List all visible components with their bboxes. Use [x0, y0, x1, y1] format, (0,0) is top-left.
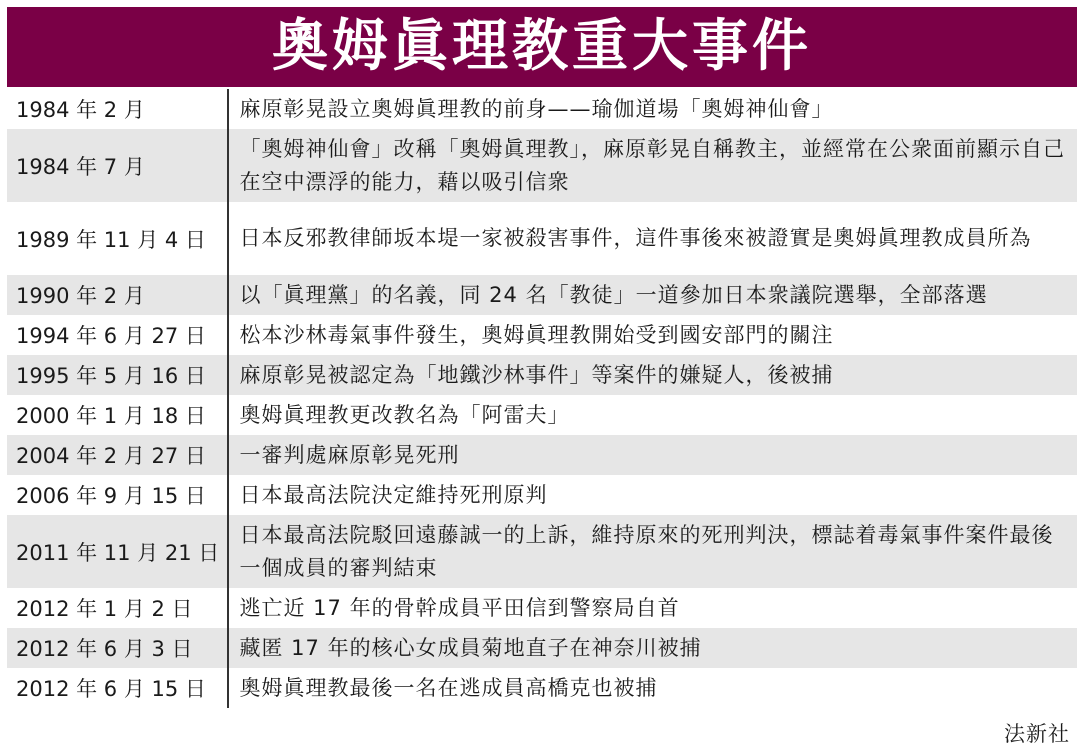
event-description: 以「眞理黨」的名義，同 24 名「教徒」一道參加日本衆議院選舉，全部落選 [239, 282, 988, 307]
table-row [7, 435, 1077, 475]
table-row [7, 395, 1077, 435]
timeline-table [7, 89, 1077, 708]
event-date: 1995 年 5 月 16 日 [16, 364, 206, 388]
event-date: 2011 年 11 月 21 日 [16, 540, 220, 565]
event-date: 1984 年 7 月 [16, 154, 145, 179]
table-row [7, 588, 1077, 628]
event-date: 2004 年 2 月 27 日 [16, 444, 206, 468]
event-description: 麻原彰晃設立奧姆眞理教的前身——瑜伽道場「奧姆神仙會」 [239, 96, 834, 121]
event-description: 日本最高法院駁回遠藤誠一的上訴，維持原來的死刑判決，標誌着毒氣事件案件最後一個成員的審判結束 [239, 522, 1054, 580]
event-description: 逃亡近 17 年的骨幹成員平田信到警察局自首 [239, 595, 680, 620]
table-row [7, 275, 1077, 315]
event-description: 松本沙林毒氣事件發生，奧姆眞理教開始受到國安部門的關注 [239, 322, 834, 347]
table-row [7, 515, 1077, 588]
event-description: 日本最高法院決定維持死刑原判 [239, 482, 548, 507]
table-row [7, 355, 1077, 395]
event-date: 2000 年 1 月 18 日 [16, 404, 206, 428]
table-row [7, 628, 1077, 668]
event-date: 1989 年 11 月 4 日 [16, 227, 206, 252]
table-row [7, 315, 1077, 355]
event-date: 2012 年 6 月 15 日 [16, 677, 206, 701]
table-row [7, 202, 1077, 275]
event-date: 1994 年 6 月 27 日 [16, 324, 206, 348]
event-date: 1990 年 2 月 [16, 284, 145, 308]
event-description: 一審判處麻原彰晃死刑 [239, 442, 460, 467]
page-title: 奧姆眞理教重大事件 [272, 14, 812, 79]
table-row [7, 129, 1077, 202]
event-date: 2006 年 9 月 15 日 [16, 484, 206, 508]
table-row [7, 475, 1077, 515]
event-description: 「奧姆神仙會」改稱「奧姆眞理教」，麻原彰晃自稱教主，並經常在公衆面前顯示自己在空中漂浮的能力，藉以吸引信衆 [239, 136, 1065, 194]
event-description: 藏匿 17 年的核心女成員菊地直子在神奈川被捕 [239, 635, 702, 660]
title-banner [7, 7, 1077, 87]
event-description: 麻原彰晃被認定為「地鐵沙林事件」等案件的嫌疑人，後被捕 [239, 362, 834, 387]
event-description: 奧姆眞理教最後一名在逃成員高橋克也被捕 [239, 675, 658, 700]
event-description: 奧姆眞理教更改教名為「阿雷夫」 [239, 402, 570, 427]
event-date: 2012 年 1 月 2 日 [16, 597, 193, 621]
table-row [7, 89, 1077, 129]
event-description: 日本反邪教律師坂本堤一家被殺害事件，這件事後來被證實是奧姆眞理教成員所為 [239, 226, 1032, 250]
source-credit: 法新社 [1004, 722, 1070, 746]
table-row [7, 668, 1077, 708]
event-date: 1984 年 2 月 [16, 98, 145, 122]
event-date: 2012 年 6 月 3 日 [16, 637, 193, 661]
